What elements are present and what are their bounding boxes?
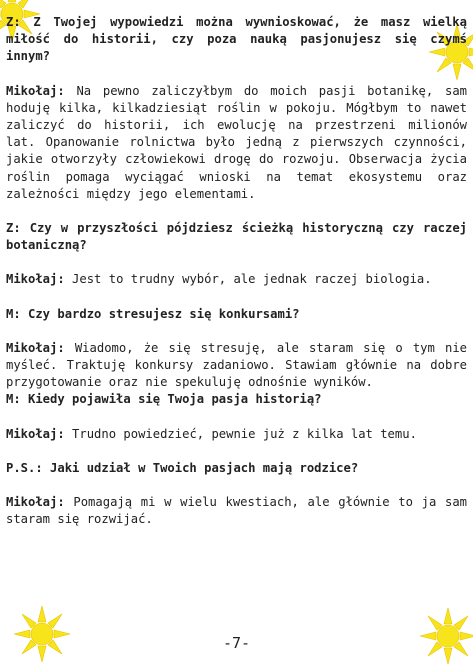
speaker-label: Mikołaj:	[6, 340, 65, 355]
question: Z: Z Twojej wypowiedzi można wywnioskować, że masz wielką miłość do historii, czy poza nauką pasjonujesz się czymś innym?	[6, 15, 467, 64]
question: P.S.: Jaki udział w Twoich pasjach mają rodzice?	[6, 460, 359, 475]
speaker-label: Mikołaj:	[6, 495, 65, 510]
speaker-label: Mikołaj:	[6, 83, 65, 98]
question: M: Czy bardzo stresujesz się konkursami?	[6, 306, 300, 321]
answer-text: Wiadomo, że się stresuję, ale staram się o tym nie myśleć. Traktuję konkursy zadaniowo. Stawiam głównie na dobre przygotowanie oraz nie spekuluję odnośnie wyników.	[6, 340, 467, 390]
answer-text: Trudno powiedzieć, pewnie już z kilka lat temu.	[64, 426, 417, 441]
answer	[6, 340, 467, 392]
answer-text: Na pewno zaliczyłbym do moich pasji botanikę, sam hoduję kilka, kilkadziesiąt roślin w pokoju. Mógłbym to nawet zaliczyć do historii, ich ewolucję na przestrzeni milionów lat. Opanowanie rolnictwa było jedną z pierwszych czynności, jakie otworzyły człowiekowi drogę do rozwoju. Obserwacja życia roślin pomaga wyciągać wnioski na temat ekosystemu oraz zależności między jego elementami.	[6, 83, 467, 201]
speaker-label: Mikołaj:	[6, 426, 65, 441]
answer-text: Jest to trudny wybór, ale jednak raczej biologia.	[64, 272, 432, 287]
page-number: -7-	[222, 634, 251, 652]
answer	[6, 494, 467, 528]
interview-text	[6, 14, 467, 545]
answer	[6, 271, 467, 288]
answer	[6, 426, 467, 443]
speaker-label: Mikołaj:	[6, 272, 65, 287]
answer-text: Pomagają mi w wielu kwestiach, ale głównie to ja sam staram się rozwijać.	[6, 495, 467, 527]
question: M: Kiedy pojawiła się Twoja pasja historią?	[6, 392, 322, 407]
question: Z: Czy w przyszłości pójdziesz ścieżką historyczną czy raczej botaniczną?	[6, 221, 467, 253]
answer	[6, 83, 467, 203]
